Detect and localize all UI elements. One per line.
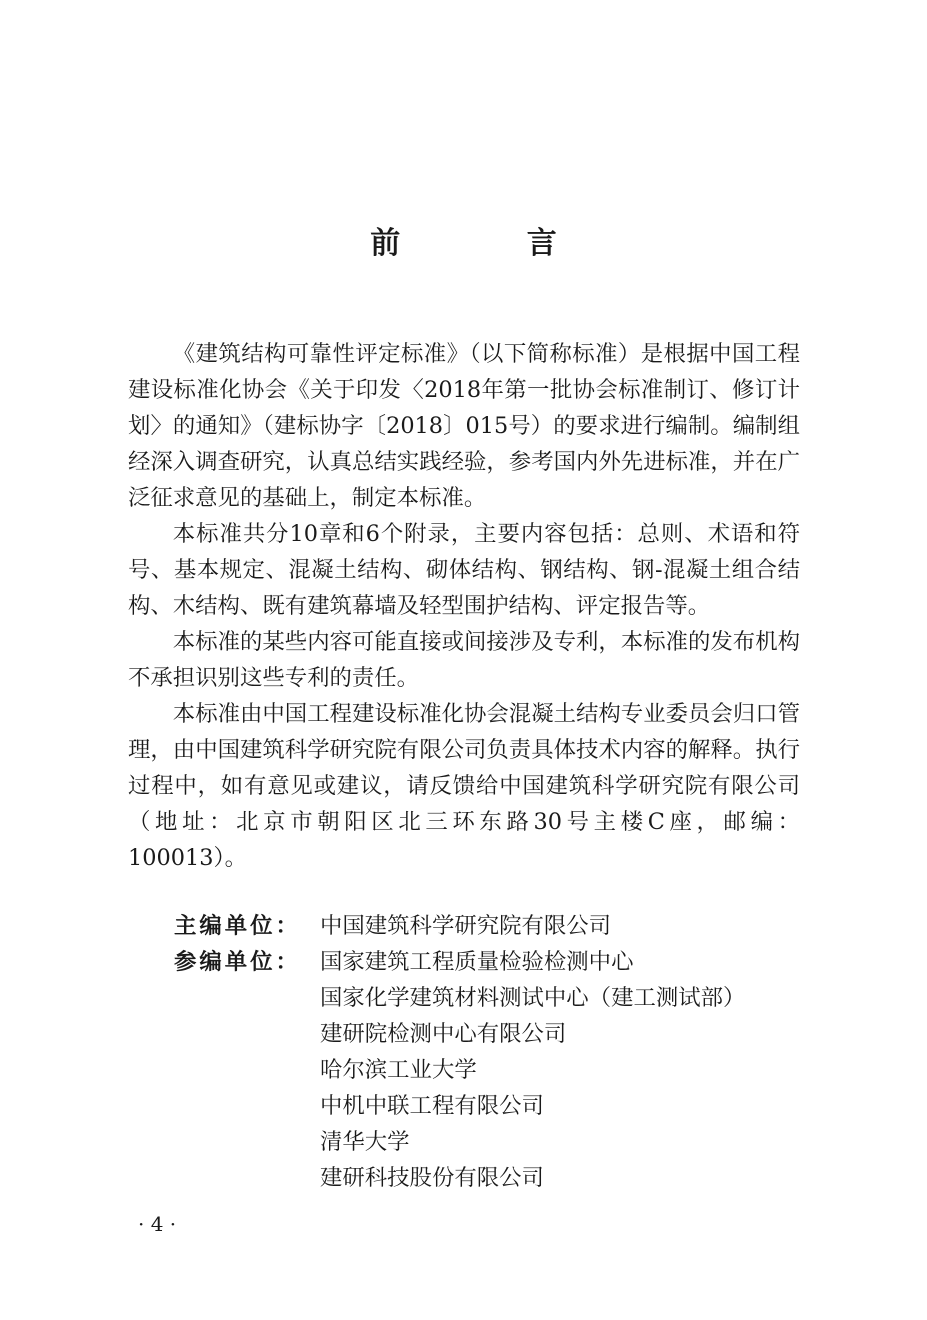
chief-unit-list <box>320 908 611 944</box>
paragraph-management: 本标准由中国工程建设标准化协会混凝土结构专业委员会归口管理，由中国建筑科学研究院有限公司负责具体技术内容的解释。执行过程中，如有意见或建议，请反馈给中国建筑科学研究院有限公司（地址：北京市朝阳区北三环东路30号主楼C座，邮编：100013）。 <box>128 701 800 871</box>
participating-unit-name: 国家化学建筑材料测试中心（建工测试部） <box>320 985 746 1011</box>
editing-units <box>174 908 814 1196</box>
paragraph-patent-notice: 本标准的某些内容可能直接或间接涉及专利，本标准的发布机构不承担识别这些专利的责任。 <box>128 629 800 691</box>
chief-unit-row <box>174 908 814 944</box>
chief-unit-label: 主编单位： <box>174 913 301 939</box>
paragraph-standard-origin: 《建筑结构可靠性评定标准》（以下简称标准）是根据中国工程建设标准化协会《关于印发〈2018年第一批协会标准制订、修订计划〉的通知》（建标协字〔2018〕015号）的要求进行编制。编制组经深入调查研究，认真总结实践经验，参考国内外先进标准，并在广泛征求意见的基础上，制定本标准。 <box>128 341 800 511</box>
participating-unit-name: 建研院检测中心有限公司 <box>320 1021 567 1047</box>
page-title: 前 言 <box>370 226 615 261</box>
participating-unit-name: 国家建筑工程质量检验检测中心 <box>320 949 634 975</box>
participating-unit-name: 清华大学 <box>320 1129 410 1155</box>
participating-unit-name: 哈尔滨工业大学 <box>320 1057 477 1083</box>
participating-unit-name: 建研科技股份有限公司 <box>320 1165 544 1191</box>
participating-units-list <box>320 944 745 1196</box>
participating-units-row <box>174 944 814 1196</box>
page-number: · 4 · <box>138 1212 177 1236</box>
participating-unit-name: 中机中联工程有限公司 <box>320 1093 544 1119</box>
paragraph-contents: 本标准共分10章和6个附录，主要内容包括：总则、术语和符号、基本规定、混凝土结构、砌体结构、钢结构、钢-混凝土组合结构、木结构、既有建筑幕墙及轻型围护结构、评定报告等。 <box>128 521 800 619</box>
preface-body <box>128 336 800 876</box>
chief-unit-name: 中国建筑科学研究院有限公司 <box>320 913 612 939</box>
participating-units-label: 参编单位： <box>174 949 301 975</box>
